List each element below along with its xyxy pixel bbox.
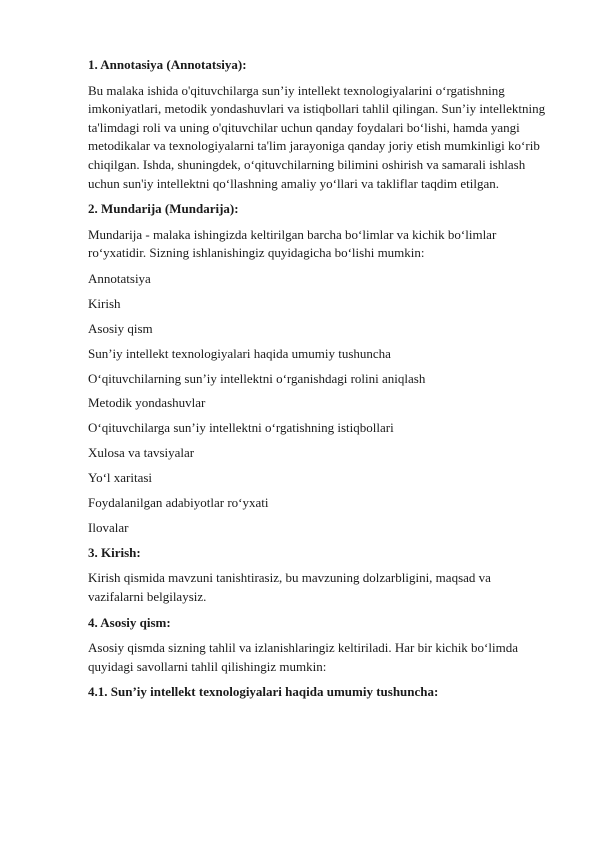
annotation-heading: 1. Annotasiya (Annotatsiya): bbox=[88, 57, 247, 72]
annotation-text: Bu malaka ishida o'qituvchilarga sun’iy intellekt texnologiyalarini o‘rgatishning imkoniyatlari, metodik yondashuvlari va istiqbollari tahlil qilingan. Sun’iy intellektning ta'limdagi roli va uning o'qituvchilar uchun qanday foydalari bo‘lishi, hamda yangi metodikalar va texnologiyalarni ta'lim jarayoniga qanday joriy etish mumkinligi ko‘rib chiqilgan. Ishda, shuningdek, o‘qituvchilarning bilimini oshirish va samarali ishlash uchun sun'iy intellektni qo‘llashning amaliy yo‘llari va takliflar taqdim etilgan. bbox=[88, 82, 546, 191]
contents-item: Foydalanilgan adabiyotlar ro‘yxati bbox=[88, 494, 269, 510]
main-text: Asosiy qismda sizning tahlil va izlanishlaringiz keltiriladi. Har bir kichik bo‘limda quyidagi savollarni tahlil qilishingiz mumkin: bbox=[88, 640, 518, 674]
contents-item: Asosiy qism bbox=[88, 320, 153, 336]
contents-item: Kirish bbox=[88, 295, 121, 311]
contents-item: O‘qituvchilarga sun’iy intellektni o‘rgatishning istiqbollari bbox=[88, 420, 394, 436]
intro-text: Kirish qismida mavzuni tanishtirasiz, bu mavzuning dolzarbligini, maqsad va vazifalarni belgilaysiz. bbox=[88, 570, 491, 604]
contents-item: Ilovalar bbox=[88, 519, 129, 535]
contents-list bbox=[88, 270, 546, 538]
contents-item: O‘qituvchilarning sun’iy intellektni o‘rganishdagi rolini aniqlash bbox=[88, 370, 426, 386]
contents-item: Metodik yondashuvlar bbox=[88, 395, 206, 411]
contents-item: Yo‘l xaritasi bbox=[88, 470, 153, 486]
subsection-heading: 4.1. Sun’iy intellekt texnologiyalari haqida umumiy tushuncha: bbox=[88, 684, 439, 700]
contents-heading: 2. Mundarija (Mundarija): bbox=[88, 201, 239, 217]
intro-heading: 3. Kirish: bbox=[88, 544, 141, 560]
contents-item: Sun’iy intellekt texnologiyalari haqida umumiy tushuncha bbox=[88, 345, 391, 361]
contents-item: Annotatsiya bbox=[88, 270, 151, 286]
contents-text: Mundarija - malaka ishingizda keltirilgan barcha bo‘limlar va kichik bo‘limlar ro‘yxatidir. Sizning ishlanishingiz quyidagicha bo‘lishi mumkin: bbox=[88, 226, 497, 261]
main-heading: 4. Asosiy qism: bbox=[88, 614, 171, 630]
contents-item: Xulosa va tavsiyalar bbox=[88, 445, 195, 461]
